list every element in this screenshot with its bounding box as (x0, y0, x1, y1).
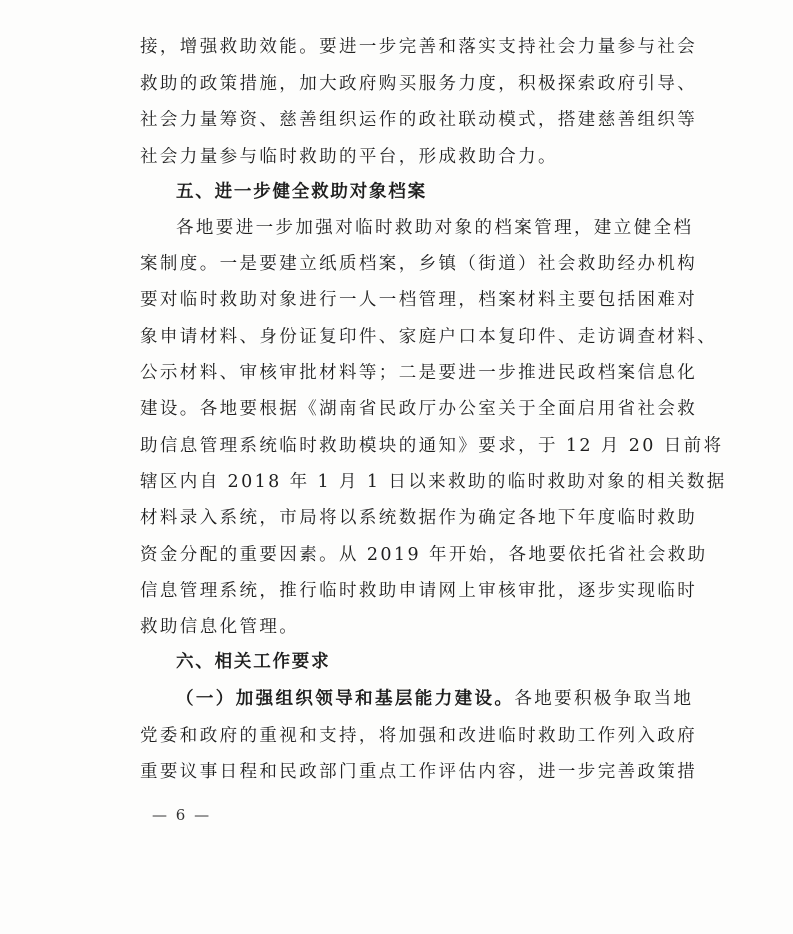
paragraph-line: 助信息管理系统临时救助模块的通知》要求，于 12 月 20 日前将 (140, 436, 724, 456)
paragraph-line: 资金分配的重要因素。从 2019 年开始，各地要依托省社会救助 (140, 545, 708, 565)
paragraph-line: 接，增强救助效能。要进一步完善和落实支持社会力量参与社会 (140, 37, 698, 57)
paragraph-line: 象申请材料、身份证复印件、家庭户口本复印件、走访调查材料、 (140, 327, 718, 347)
paragraph-line: 重要议事日程和民政部门重点工作评估内容，进一步完善政策措 (140, 762, 698, 782)
page-number: — 6 — (152, 806, 212, 824)
paragraph-line: 公示材料、审核审批材料等；二是要进一步推进民政档案信息化 (140, 363, 698, 383)
paragraph-line: 信息管理系统，推行临时救助申请网上审核审批，逐步实现临时 (140, 581, 698, 601)
paragraph-line: 建设。各地要根据《湖南省民政厅办公室关于全面启用省社会救 (140, 399, 698, 419)
paragraph-line: 案制度。一是要建立纸质档案，乡镇（街道）社会救助经办机构 (140, 254, 698, 274)
subsection-text: 各地要积极争取当地 (514, 689, 694, 709)
paragraph-line: 社会力量参与临时救助的平台，形成救助合力。 (140, 147, 558, 167)
section-heading-5: 五、进一步健全救助对象档案 (176, 182, 427, 202)
section-heading-6: 六、相关工作要求 (176, 652, 331, 672)
paragraph-line: 辖区内自 2018 年 1 月 1 日以来救助的临时救助对象的相关数据 (140, 472, 727, 492)
paragraph-line: 材料录入系统，市局将以系统数据作为确定各地下年度临时救助 (140, 508, 698, 528)
subsection-title: （一）加强组织领导和基层能力建设。 (176, 689, 515, 709)
paragraph-line: 救助的政策措施，加大政府购买服务力度，积极探索政府引导、 (140, 74, 698, 94)
paragraph-line: 各地要进一步加强对临时救助对象的档案管理，建立健全档 (176, 218, 694, 238)
paragraph-line: 社会力量筹资、慈善组织运作的政社联动模式，搭建慈善组织等 (140, 110, 698, 130)
paragraph-line: 党委和政府的重视和支持，将加强和改进临时救助工作列入政府 (140, 726, 698, 746)
paragraph-line-mixed (176, 689, 693, 709)
paragraph-line: 要对临时救助对象进行一人一档管理，档案材料主要包括困难对 (140, 290, 698, 310)
paragraph-line: 救助信息化管理。 (140, 617, 300, 637)
